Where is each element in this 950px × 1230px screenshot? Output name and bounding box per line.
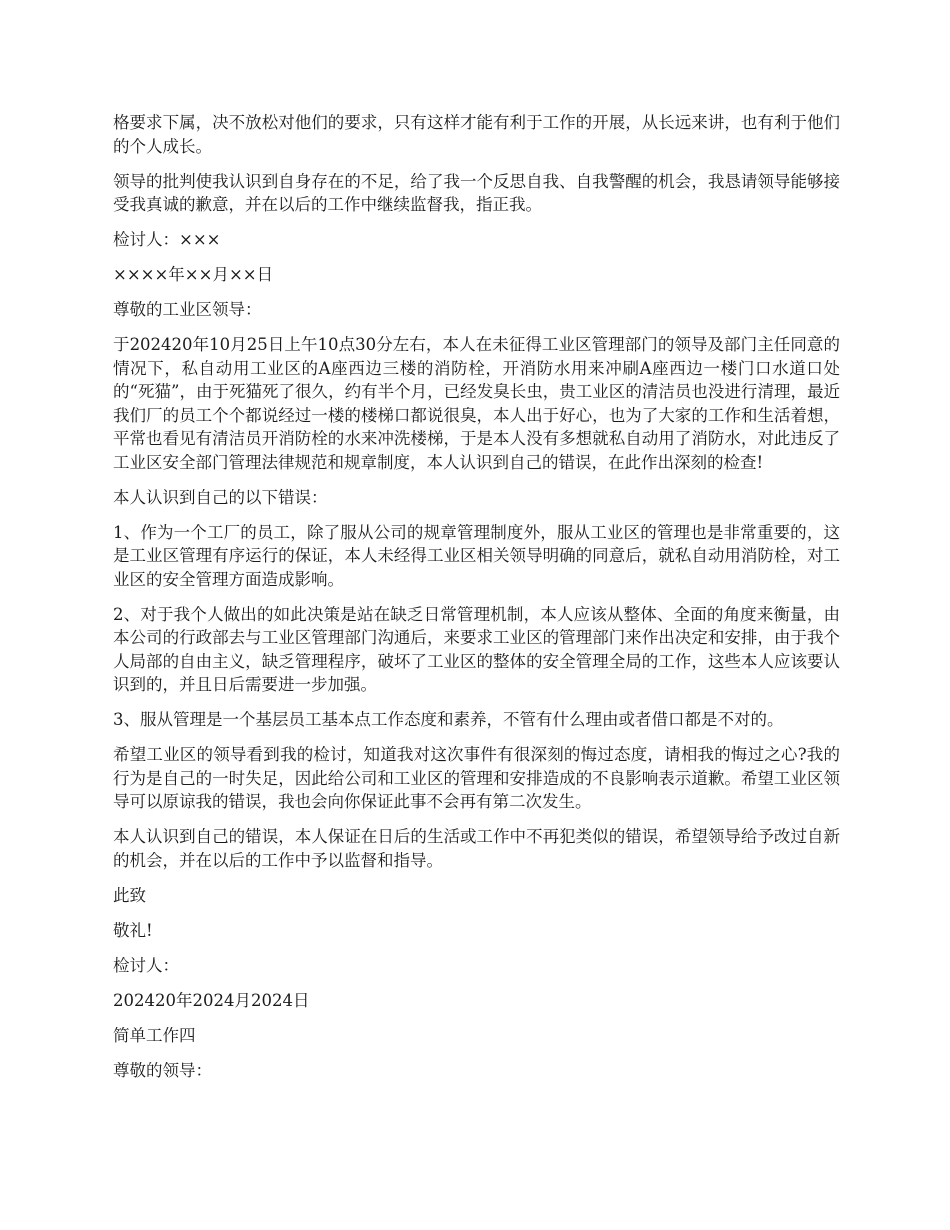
closing-cizhi: 此致: [113, 885, 146, 905]
document-body: [113, 111, 840, 1094]
salutation-2: 尊敬的领导：: [113, 1060, 212, 1080]
paragraph-continuation: 格要求下属，决不放松对他们的要求，只有这样才能有利于工作的开展，从长远来讲，也有利于他们的个人成长。: [113, 113, 840, 156]
list-item-error-2: 2、对于我个人做出的如此决策是站在缺乏日常管理机制，本人应该从整体、全面的角度来衡量，由本公司的行政部去与工业区管理部门沟通后，来要求工业区的管理部门来作出决定和安排，由于我个人局部的自由主义，缺乏管理程序，破坏了工业区的整体的安全管理全局的工作，这些本人应该要认识到的，并且日后需要进一步加强。: [113, 604, 840, 694]
section-heading: 简单工作四: [113, 1025, 196, 1045]
closing-jingli: 敬礼!: [113, 920, 153, 940]
date-line: ××××年××月××日: [113, 265, 274, 284]
signature-line: 检讨人：×××: [113, 230, 221, 249]
salutation: 尊敬的工业区领导：: [113, 300, 262, 319]
paragraph-hope: 希望工业区的领导看到我的检讨，知道我对这次事件有很深刻的悔过态度，请相我的悔过之心?我的行为是自己的一时失足，因此给公司和工业区的管理和安排造成的不良影响表示道歉。希望工业区领导可以原谅我的错误，我也会向你保证此事不会再有第二次发生。: [113, 745, 840, 811]
list-item-error-3: 3、服从管理是一个基层员工基本点工作态度和素养，不管有什么理由或者借口都是不对的。: [113, 710, 784, 729]
date-line-2: 202420年2024月2024日: [113, 990, 310, 1010]
paragraph-apology: 领导的批判使我认识到自身存在的不足，给了我一个反思自我、自我警醒的机会，我恳请领导能够接受我真诚的歉意，并在以后的工作中继续监督我，指正我。: [113, 171, 840, 214]
signature-line-2: 检讨人：: [113, 955, 179, 975]
paragraph-incident: 于202420年10月25日上午10点30分左右，本人在未征得工业区管理部门的领导及部门主任同意的情况下，私自动用工业区的A座西边三楼的消防栓，开消防水用来冲刷A座西边一楼门口水道口处的“死猫”，由于死猫死了很久，约有半个月，已经发臭长虫，贵工业区的清洁员也没进行清理，最近我们厂的员工个个都说经过一楼的楼梯口都说很臭，本人出于好心，也为了大家的工作和生活着想，平常也看见有清洁员开消防栓的水来冲洗楼梯，于是本人没有多想就私自动用了消防水，对此违反了工业区安全部门管理法律规范和规章制度，本人认识到自己的错误，在此作出深刻的检查!: [113, 335, 840, 472]
paragraph-promise: 本人认识到自己的错误，本人保证在日后的生活或工作中不再犯类似的错误，希望领导给予改过自新的机会，并在以后的工作中予以监督和指导。: [113, 827, 840, 870]
list-item-error-1: 1、作为一个工厂的员工，除了服从公司的规章管理制度外，服从工业区的管理也是非常重要的，这是工业区管理有序运行的保证，本人未经得工业区相关领导明确的同意后，就私自动用消防栓，对工业区的安全管理方面造成影响。: [113, 522, 840, 589]
paragraph-errors-intro: 本人认识到自己的以下错误：: [113, 487, 328, 507]
